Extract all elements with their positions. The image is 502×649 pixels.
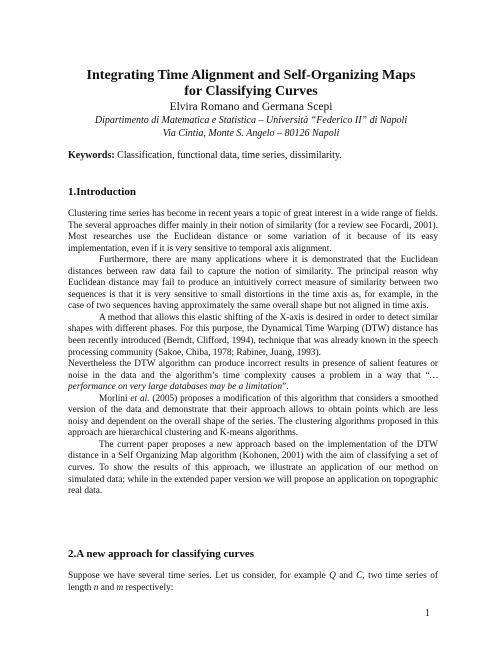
section-2-heading: 2.A new approach for classifying curves (68, 548, 254, 560)
affiliation (60, 114, 442, 140)
section-1-body (68, 209, 438, 498)
paragraph-3: A method that allows this elastic shifting of the X-axis is desired in order to detect similar shapes with different phases. For this purpose, the Dynamical Time Warping (DTW) distance has been recently introduced (Berndt, Clifford, 1994), technique that was already known in the speech processing community (Sakoe, Chiba, 1978; Rabiner, Juang, 1993). (68, 312, 438, 358)
affiliation-line-1: Dipartimento di Matematica e Statistica – Università “Federico II” di Napoli (94, 115, 408, 126)
s2-text-d: and (98, 582, 117, 593)
s2-text-b: and (335, 571, 357, 581)
paragraph-6: The current paper proposes a new approach based on the implementation of the DTW distance in a Self Organizing Map algorithm (Kohonen, 2001) with the aim of classifying a set of curves. To show the results of this approach, we illustrate an application of our method on simulated data; while in the extended paper version we will propose an application on topographic real data. (68, 439, 438, 497)
s2-var-m: m (116, 582, 124, 593)
section-2-paragraph-1 (68, 571, 438, 594)
title-line-2: for Classifying Curves (184, 84, 318, 99)
section-1-heading: 1.Introduction (68, 186, 136, 198)
affiliation-line-2: Via Cintia, Monte S. Angelo – 80126 Napoli (162, 128, 340, 139)
paragraph-1: Clustering time series has become in recent years a topic of great interest in a wide range of fields. The several approaches differ mainly in their notion of similarity (for a review see Focardi, 2001). Most researches use the Euclidean distance or some variation of it because of its easy implementation, even if it is very sensitive to temporal axis alignment. (68, 209, 438, 254)
s2-var-c: C (356, 571, 363, 581)
paragraph-4 (68, 359, 438, 394)
section-2-body (68, 571, 438, 594)
paragraph-5 (68, 394, 438, 440)
keywords-text: Classification, functional data, time series, dissimilarity. (114, 150, 342, 161)
s2-text-c: , two time series of length (68, 571, 438, 593)
s2-var-q: Q (329, 571, 336, 581)
s2-var-n: n (93, 582, 99, 593)
paper-title (60, 68, 442, 100)
title-line-1: Integrating Time Alignment and Self-Organizing Maps (86, 68, 416, 83)
s2-text-a: Suppose we have several time series. Let us consider, for example (68, 571, 330, 581)
page-number: 1 (425, 608, 430, 619)
paragraph-5-author: Morlini (99, 393, 131, 404)
paragraph-4-text: Nevertheless the DTW algorithm can produce incorrect results in presence of salient features or noise in the data and the algorithm’s time complexity causes a problem in a way that “ (68, 359, 438, 381)
paragraph-4-end: ”. (282, 382, 289, 393)
paragraph-5-text: (2005) proposes a modification of this algorithm that considers a smoothed version of the data and demonstrate that their approach allows to obtain points which are less noisy and dependent on the overall shape of the series. The clustering algorithms proposed in this approach are hierarchical clustering and K-means algorithms. (68, 393, 438, 439)
keywords-label: Keywords: (68, 150, 115, 161)
keywords (68, 150, 438, 162)
paragraph-4-quote: …performance on very large databases may be a limitation (68, 370, 438, 393)
paragraph-2: Furthermore, there are many applications where it is demonstrated that the Euclidean distances between raw data fail to capture the notion of similarity. The principal reason why Euclidean distance may fail to produce an intuitively correct measure of similarity between two sequences is that it is very sensitive to small distortions in the time axis as, for example, in the case of two sequences having approximately the same overall shape but not aligned in time axis. (68, 255, 438, 312)
authors: Elvira Romano and Germana Scepi (169, 101, 333, 113)
paragraph-5-etal: et al. (130, 393, 150, 404)
s2-text-e: respectively: (123, 582, 174, 593)
